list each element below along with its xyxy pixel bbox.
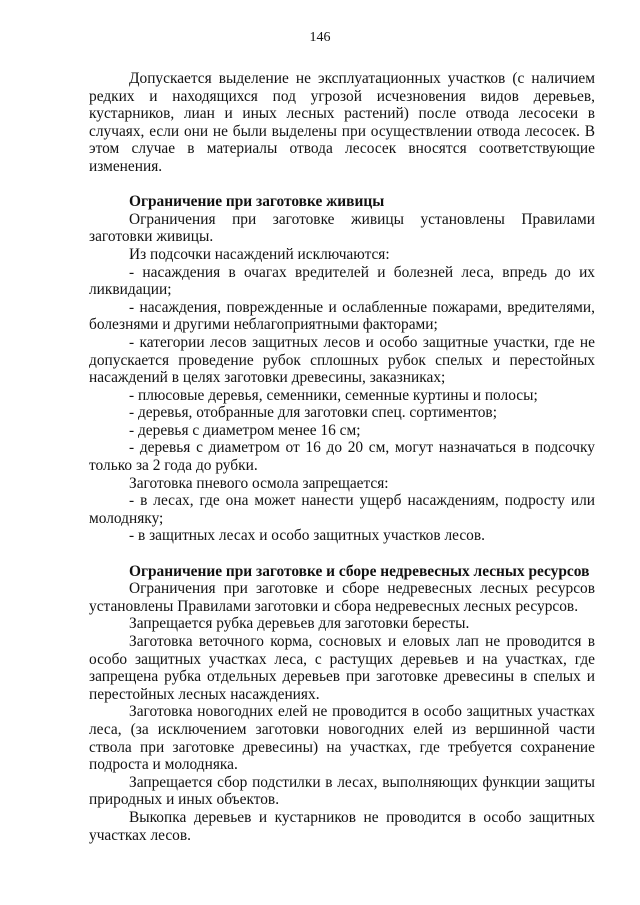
- paragraph: Выкопка деревьев и кустарников не проводится в особо защитных участках лесов.: [89, 808, 595, 844]
- section-heading-non-timber: Ограничение при заготовке и сборе недревесных лесных ресурсов: [129, 562, 590, 580]
- list-item: - деревья с диаметром от 16 до 20 см, могут назначаться в подсочку только за 2 года до рубки.: [89, 439, 595, 475]
- paragraph: Заготовка пневого осмола запрещается:: [129, 474, 389, 492]
- spacer: [89, 176, 595, 194]
- list-item: - в защитных лесах и особо защитных участков лесов.: [129, 527, 485, 545]
- spacer: [89, 545, 595, 563]
- section-heading-resin: Ограничение при заготовке живицы: [129, 193, 385, 211]
- paragraph: Ограничения при заготовке живицы установлены Правилами заготовки живицы.: [89, 210, 595, 246]
- list-item: - плюсовые деревья, семенники, семенные куртины и полосы;: [129, 386, 538, 404]
- paragraph: Заготовка новогодних елей не проводится в особо защитных участках леса, (за исключением заготовки новогодних елей из вершинной части ствола при заготовке древесины) на участках, где требуется сохранение подроста и молодняка.: [89, 703, 595, 774]
- paragraph: Ограничения при заготовке и сборе недревесных лесных ресурсов установлены Правилами заготовки и сбора недревесных лесных ресурсов.: [89, 580, 595, 615]
- paragraph: Из подсочки насаждений исключаются:: [129, 245, 390, 263]
- list-item: - насаждения, поврежденные и ослабленные пожарами, вредителями, болезнями и другими неблагоприятными факторами;: [89, 298, 595, 334]
- paragraph: Запрещается рубка деревьев для заготовки бересты.: [129, 615, 470, 633]
- paragraph: Заготовка веточного корма, сосновых и еловых лап не проводится в особо защитных участках леса, с растущих деревьев и на участках, где запрещена рубка отдельных деревьев при заготовке древесины в спелых и перестойных лесных насаждениях.: [89, 633, 595, 703]
- list-item: - насаждения в очагах вредителей и болезней леса, впредь до их ликвидации;: [89, 263, 595, 299]
- list-item: - в лесах, где она может нанести ущерб насаждениям, подросту или молодняку;: [89, 492, 595, 527]
- page-number: 146: [309, 30, 331, 45]
- paragraph: Запрещается сбор подстилки в лесах, выполняющих функции защиты природных и иных объектов.: [89, 773, 595, 809]
- list-item: - категории лесов защитных лесов и особо защитные участки, где не допускается проведение рубок сплошных рубок спелых и перестойных насаждений в целях заготовки древесины, заказниках;: [89, 333, 595, 387]
- intro-paragraph: Допускается выделение не эксплуатационных участков (с наличием редких и находящихся под угрозой исчезновения видов деревьев, кустарников, лиан и иных лесных растений) после отвода лесосеки в случаях, если они не были выделены при осуществлении отвода лесосек. В этом случае в материалы отвода лесосек вносятся соответствующие изменения.: [89, 70, 595, 175]
- list-item: - деревья, отобранные для заготовки спец. сортиментов;: [129, 404, 497, 422]
- document-body: [89, 70, 595, 844]
- list-item: - деревья с диаметром менее 16 см;: [129, 421, 361, 439]
